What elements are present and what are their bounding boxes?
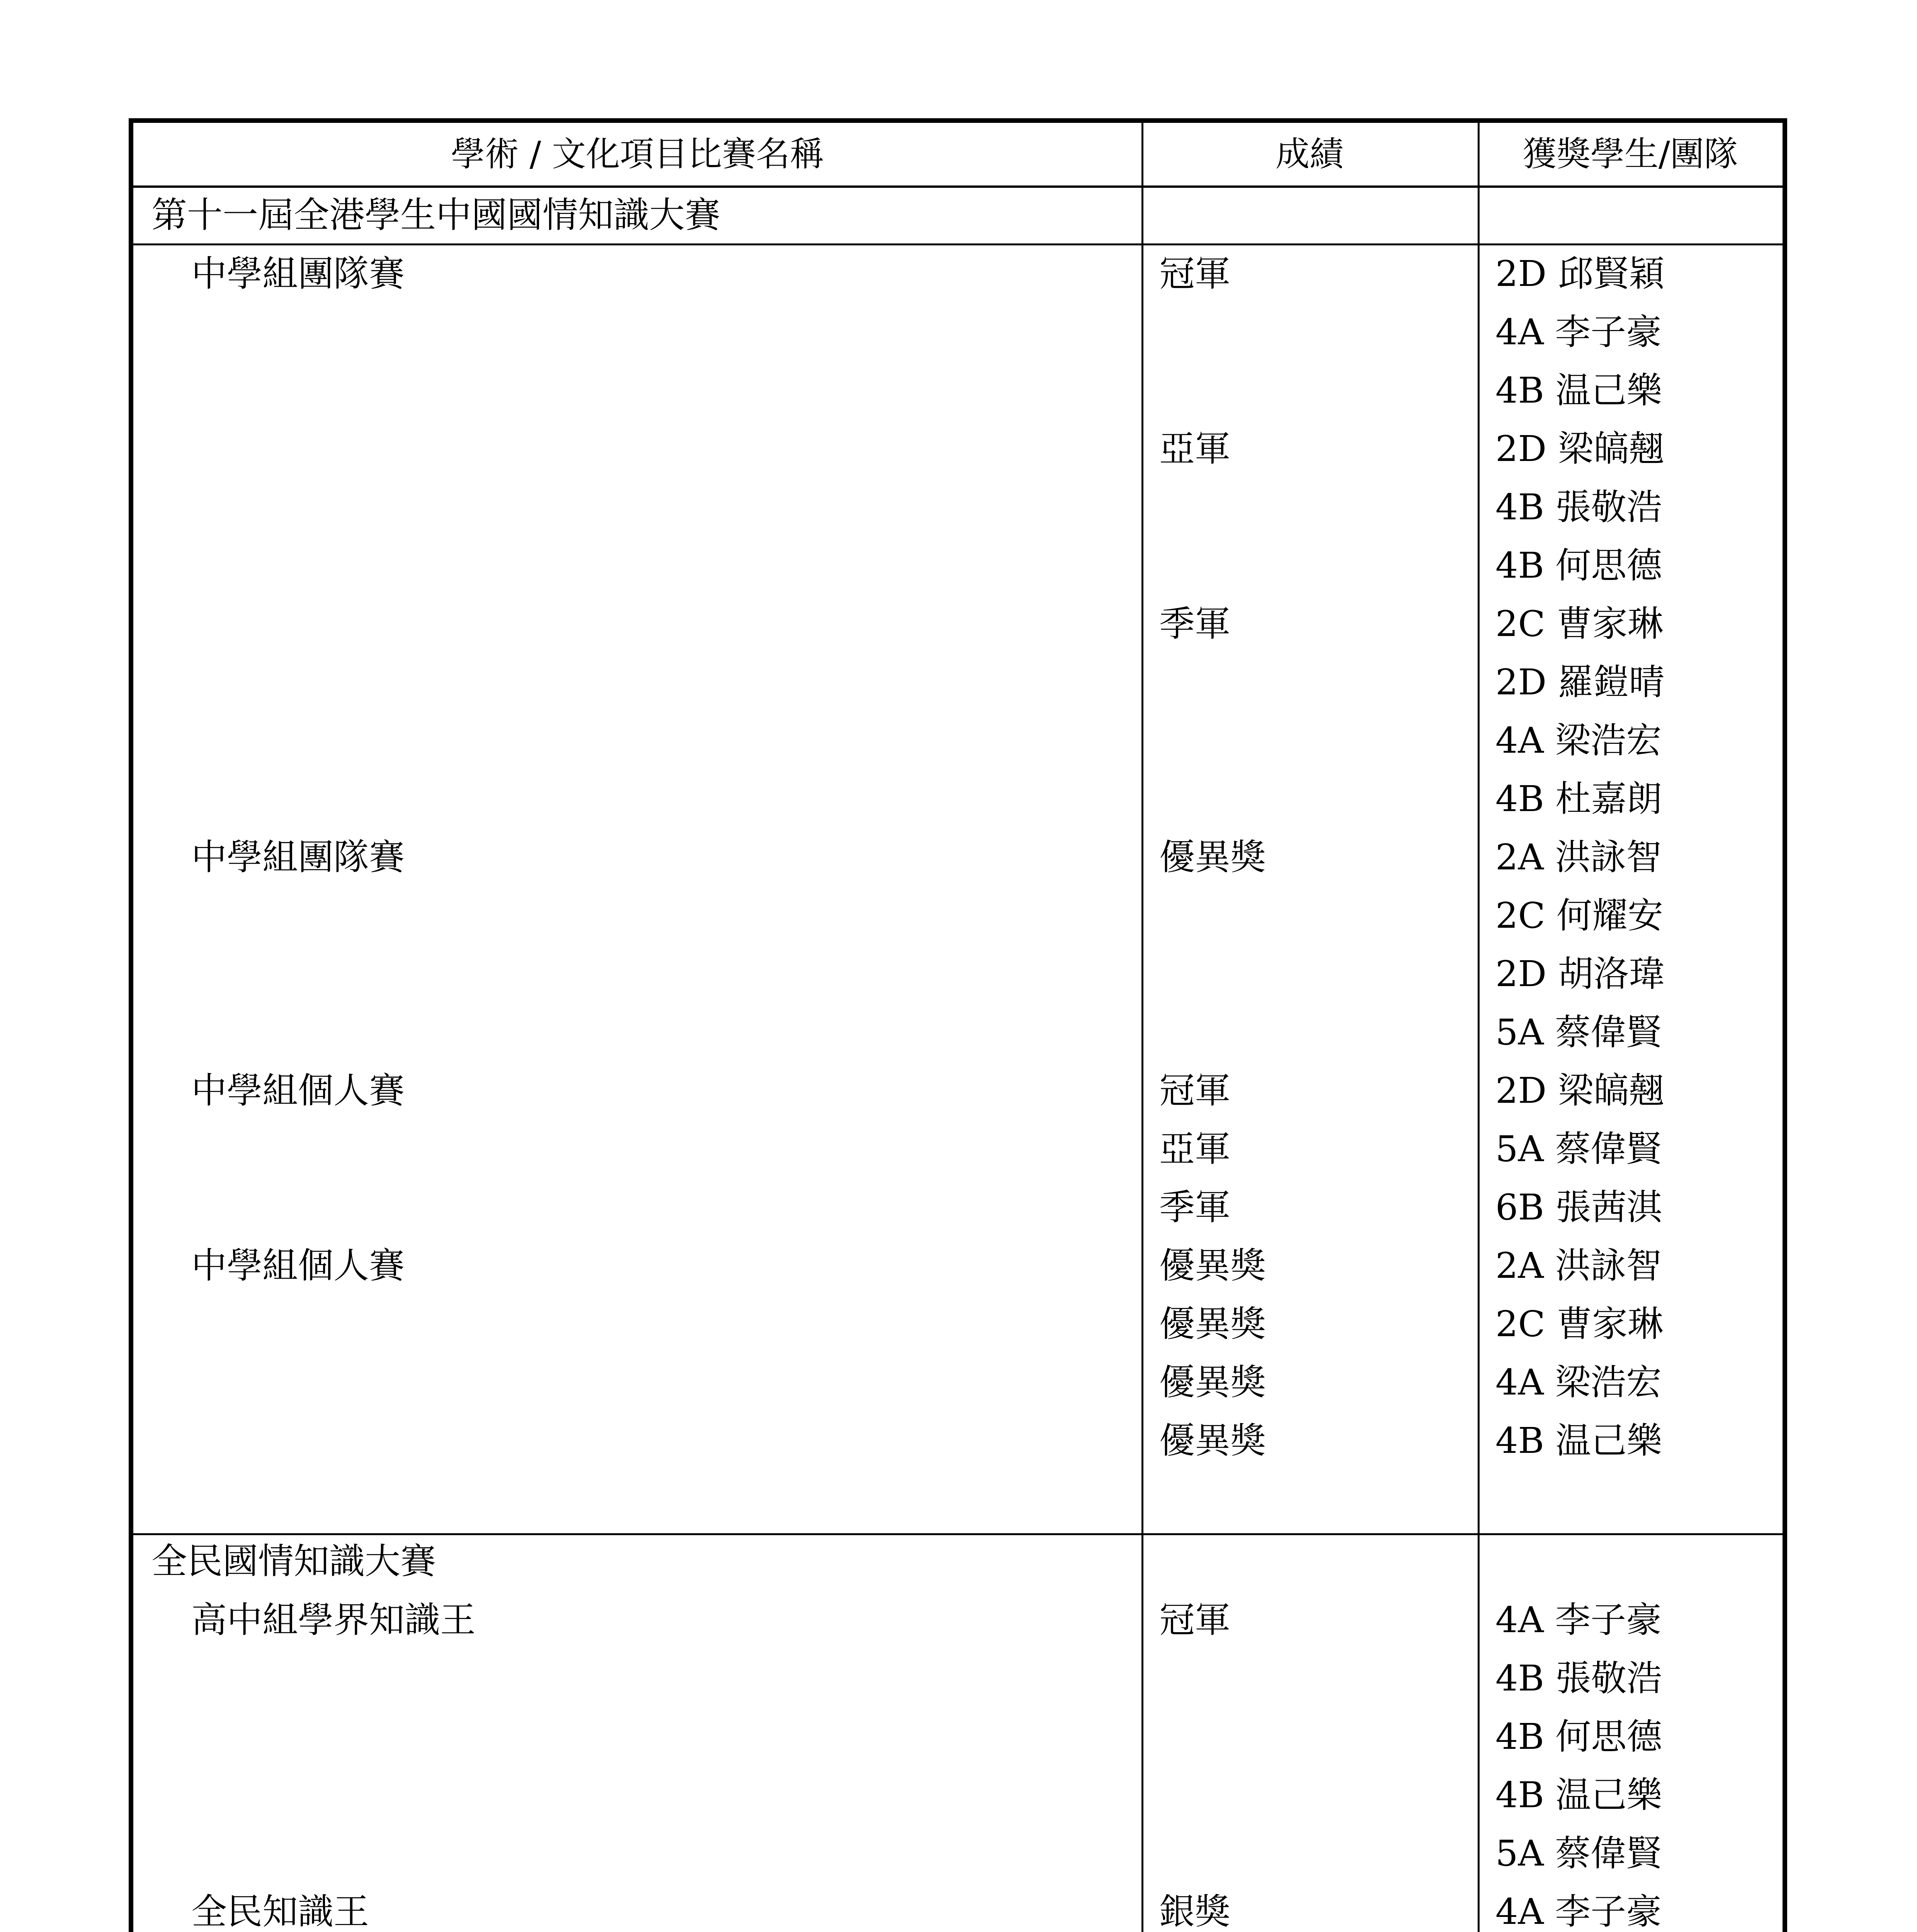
section-divider — [133, 1533, 1783, 1535]
col-divider-1-top — [1141, 123, 1143, 243]
winner-entry: 2A 洪詠智 — [1495, 837, 1662, 878]
winner-entry: 4A 李子豪 — [1495, 1599, 1662, 1641]
winner-entry: 4A 梁浩宏 — [1495, 1362, 1662, 1403]
col-divider-1 — [1141, 245, 1143, 1932]
result-text: 銀獎 — [1159, 1891, 1231, 1932]
winner-entry: 4B 温己樂 — [1495, 1420, 1662, 1461]
winner-entry: 4A 梁浩宏 — [1495, 720, 1662, 761]
result-text: 優異獎 — [1159, 1303, 1266, 1345]
winner-entry: 4A 李子豪 — [1495, 311, 1662, 353]
header-winner-col: 獲獎學生/團隊 — [1522, 134, 1738, 174]
section-title: 第十一屆全港學生中國國情知識大賽 — [151, 194, 721, 236]
award-table — [129, 118, 1787, 1932]
event-name: 高中組學界知識王 — [191, 1599, 476, 1641]
winner-entry: 2D 梁皜翹 — [1495, 1070, 1665, 1111]
winner-entry: 2D 羅鎧晴 — [1495, 662, 1665, 703]
result-text: 冠軍 — [1159, 1599, 1231, 1641]
result-text: 亞軍 — [1159, 1128, 1231, 1170]
header-result-col: 成績 — [1275, 134, 1344, 174]
header-name-col: 學術 / 文化項目比賽名稱 — [451, 134, 824, 174]
event-name: 中學組個人賽 — [191, 1070, 405, 1111]
result-text: 優異獎 — [1159, 1245, 1266, 1286]
winner-entry: 4B 温己樂 — [1495, 370, 1662, 411]
winner-entry: 2D 邱賢穎 — [1495, 253, 1665, 294]
winner-list — [1495, 245, 1665, 1470]
header-divider — [133, 185, 1783, 188]
winner-entry: 2D 胡洛瑋 — [1495, 953, 1665, 995]
winner-entry: 4B 何思德 — [1495, 545, 1662, 586]
result-text: 季軍 — [1159, 1187, 1231, 1228]
result-text: 優異獎 — [1159, 1420, 1266, 1461]
result-text: 優異獎 — [1159, 1362, 1266, 1403]
winner-entry: 2C 何耀安 — [1495, 895, 1664, 936]
winner-entry: 5A 蔡偉賢 — [1495, 1833, 1662, 1874]
winner-entry: 4B 杜嘉朗 — [1495, 778, 1662, 820]
event-name: 全民知識王 — [191, 1891, 369, 1932]
winner-entry: 4B 何思德 — [1495, 1716, 1662, 1757]
winner-entry: 4B 張敬浩 — [1495, 1658, 1662, 1699]
col-divider-2-top — [1478, 123, 1480, 243]
winner-entry: 5A 蔡偉賢 — [1495, 1012, 1662, 1053]
event-name: 中學組團隊賽 — [191, 253, 405, 294]
result-text: 冠軍 — [1159, 253, 1231, 294]
winner-entry: 4B 張敬浩 — [1495, 486, 1662, 528]
winner-entry: 2C 曹家琳 — [1495, 603, 1664, 645]
result-text: 季軍 — [1159, 603, 1231, 645]
result-text: 冠軍 — [1159, 1070, 1231, 1111]
col-divider-2 — [1478, 245, 1480, 1932]
result-text: 亞軍 — [1159, 428, 1231, 469]
result-text: 優異獎 — [1159, 837, 1266, 878]
event-name: 中學組個人賽 — [191, 1245, 405, 1286]
winner-entry: 4B 温己樂 — [1495, 1774, 1662, 1816]
winner-entry: 2A 洪詠智 — [1495, 1245, 1662, 1286]
winner-list — [1495, 1591, 1662, 1932]
winner-entry: 2D 梁皜翹 — [1495, 428, 1665, 469]
winner-entry: 2C 曹家琳 — [1495, 1303, 1664, 1345]
winner-entry: 5A 蔡偉賢 — [1495, 1128, 1662, 1170]
section-title: 全民國情知識大賽 — [151, 1541, 436, 1582]
winner-entry: 4A 李子豪 — [1495, 1891, 1662, 1932]
event-name: 中學組團隊賽 — [191, 837, 405, 878]
winner-entry: 6B 張茜淇 — [1495, 1187, 1662, 1228]
